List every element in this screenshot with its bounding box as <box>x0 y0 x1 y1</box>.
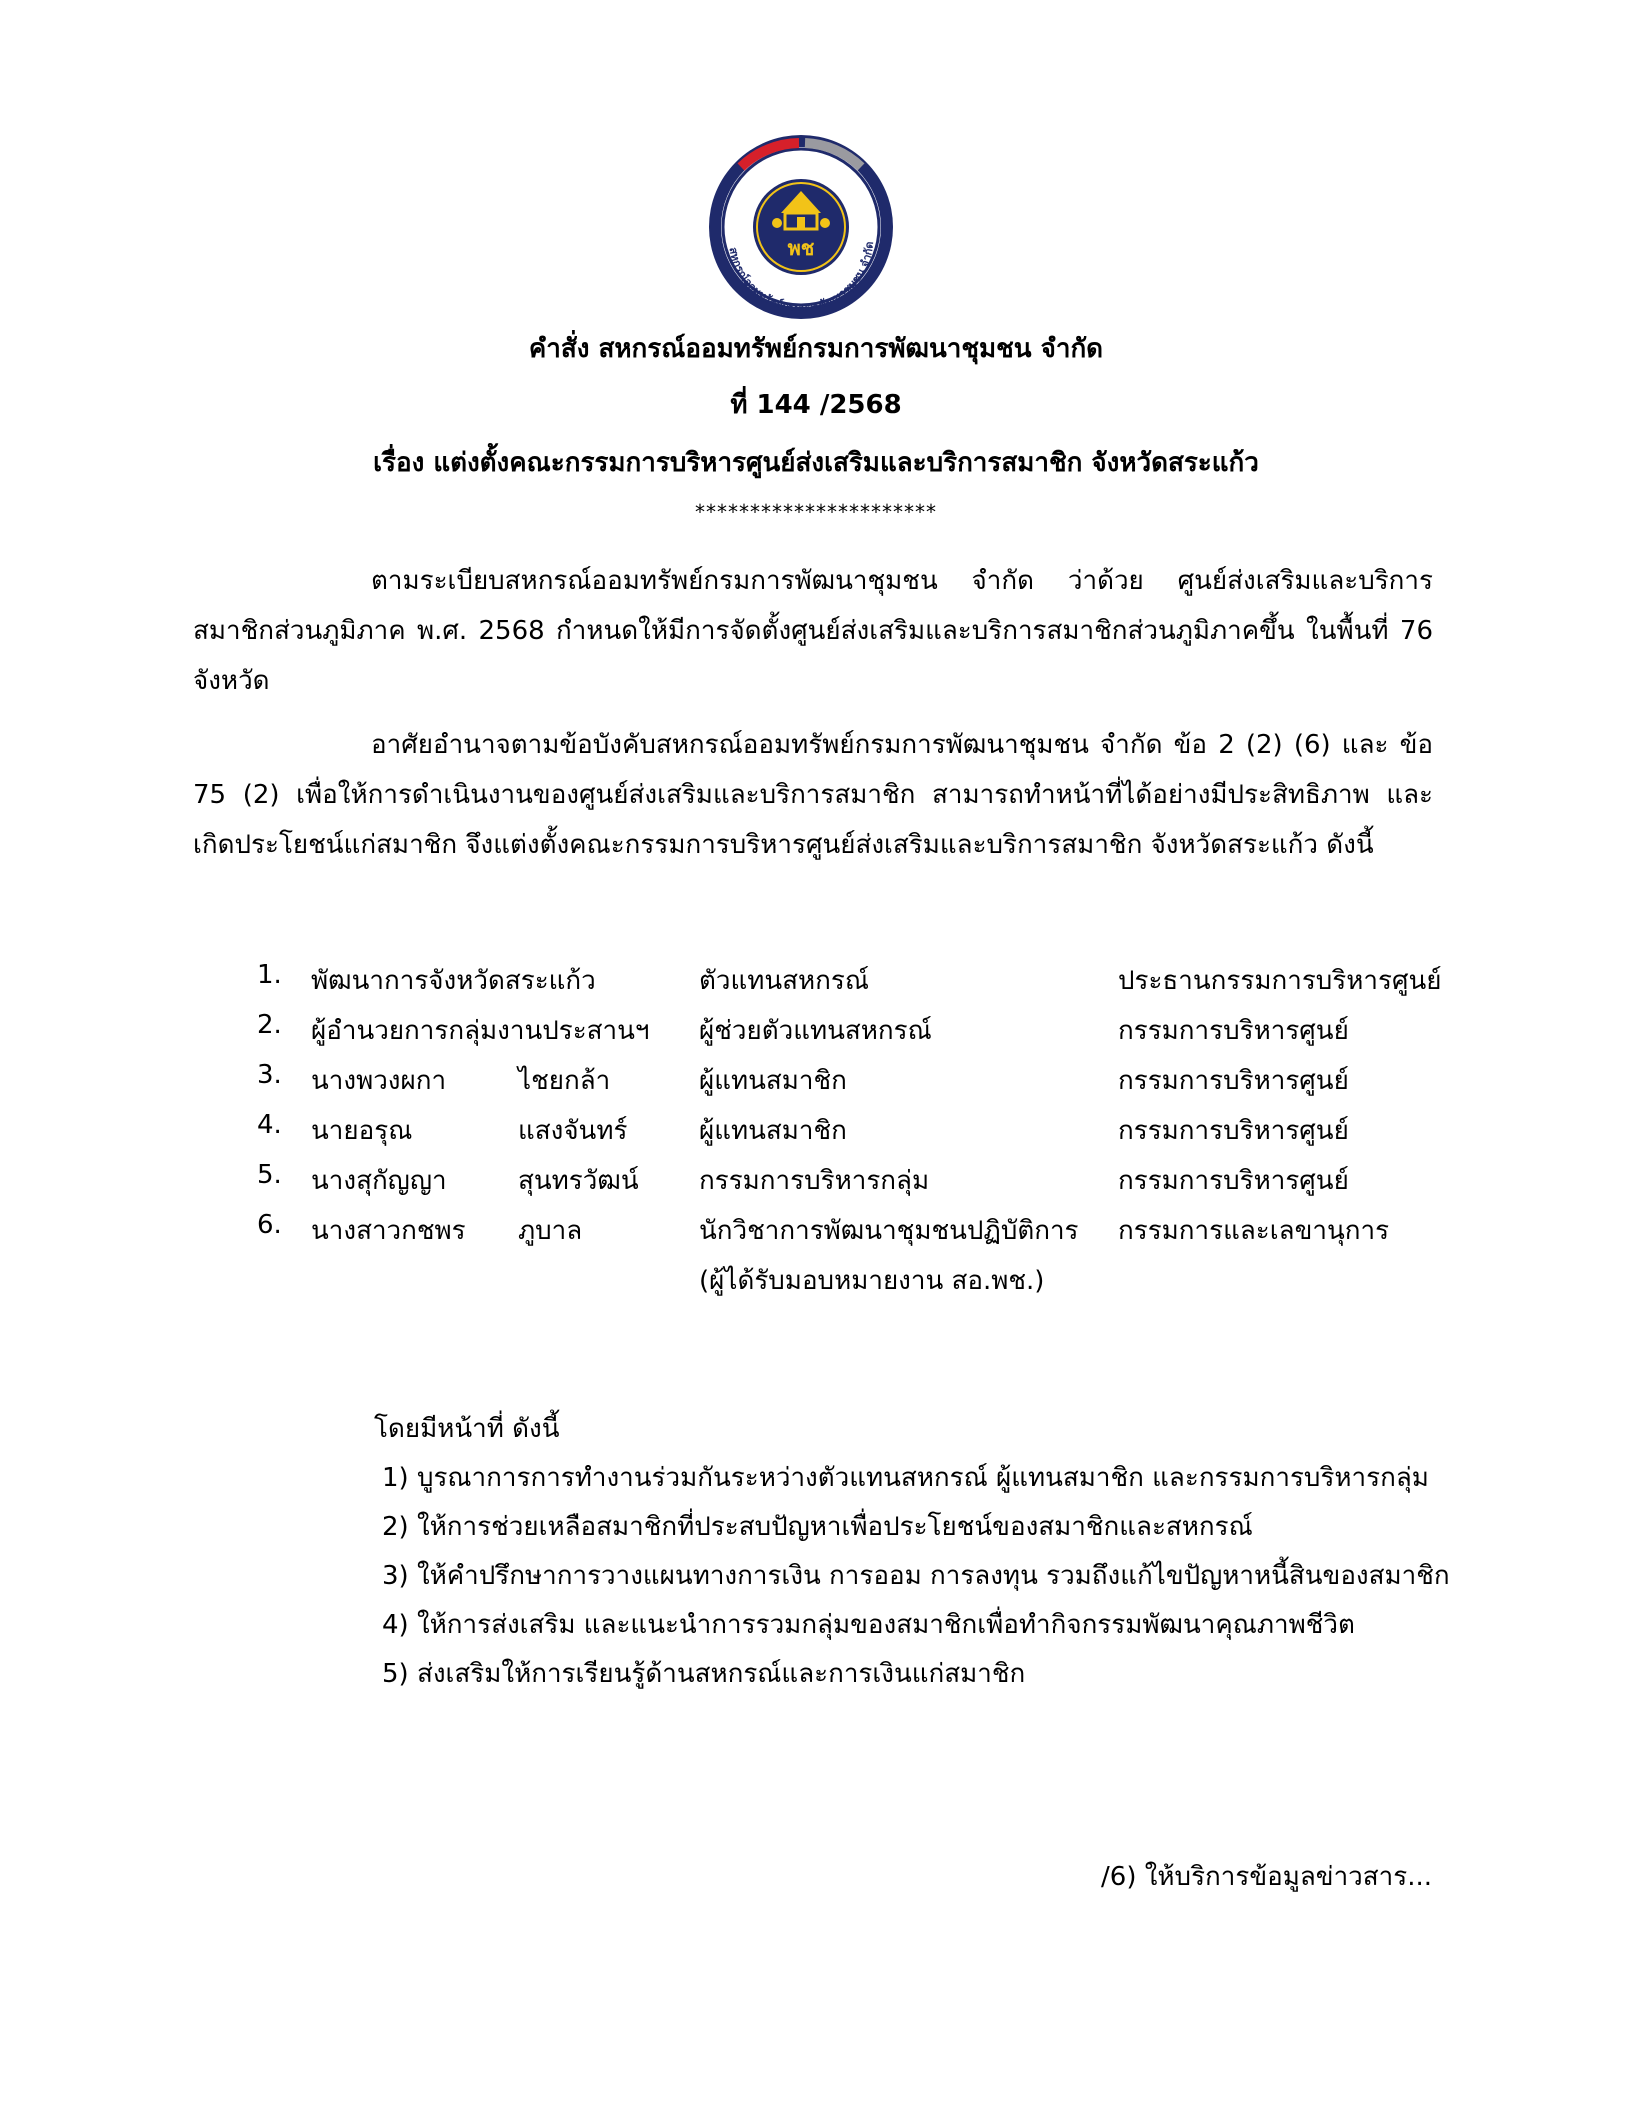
member-role: ผู้แทนสมาชิก <box>699 1066 847 1096</box>
logo-emblem-text: พช <box>787 236 815 260</box>
list-item <box>0 960 1632 1010</box>
member-name: นางพวงผกา <box>311 1066 447 1096</box>
list-item <box>0 1160 1632 1210</box>
member-name: ผู้อำนวยการกลุ่มงานประสานฯ <box>311 1016 650 1046</box>
order-title: คำสั่ง สหกรณ์ออมทรัพย์กรมการพัฒนาชุมชน จำกัด <box>528 334 1104 364</box>
list-item <box>0 1210 1632 1260</box>
paragraph-2 <box>193 720 1433 870</box>
cooperative-logo <box>681 127 921 327</box>
list-item: 2) ให้การช่วยเหลือสมาชิกที่ประสบปัญหาเพื่อประโยชน์ของสมาชิกและสหกรณ์ <box>382 1512 1253 1542</box>
member-name: นางสุกัญญา <box>311 1166 447 1196</box>
member-surname: แสงจันทร์ <box>518 1116 628 1146</box>
paragraph-1 <box>193 556 1433 706</box>
member-6-note-row <box>0 1260 1632 1310</box>
member-name: พัฒนาการจังหวัดสระแก้ว <box>311 966 596 996</box>
separator-line: ********************** <box>695 500 937 524</box>
member-surname: ภูบาล <box>518 1216 583 1246</box>
list-item: 4) ให้การส่งเสริม และแนะนำการรวมกลุ่มของสมาชิกเพื่อทำกิจกรรมพัฒนาคุณภาพชีวิต <box>382 1610 1355 1640</box>
logo-seal-icon <box>681 127 921 327</box>
member-role: ผู้ช่วยตัวแทนสหกรณ์ <box>699 1016 932 1046</box>
member-number: 6. <box>257 1210 282 1240</box>
paragraph-2-text: อาศัยอำนาจตามข้อบังคับสหกรณ์ออมทรัพย์กรมการพัฒนาชุมชน จำกัด ข้อ 2 (2) (6) และ ข้อ 75 (2) เพื่อให้การดำเนินงานของศูนย์ส่งเสริมและบริการสมาชิก สามารถทำหน้าที่ได้อย่างมีประสิทธิภาพ และเกิดประโยชน์แก่สมาชิก จึงแต่งตั้งคณะกรรมการบริหารศูนย์ส่งเสริมและบริการสมาชิก จังหวัดสระแก้ว ดังนี้ <box>193 730 1433 860</box>
member-role: กรรมการบริหารกลุ่ม <box>699 1166 930 1196</box>
member-6-note: (ผู้ได้รับมอบหมายงาน สอ.พช.) <box>699 1266 1045 1296</box>
member-surname: ไชยกล้า <box>518 1066 611 1096</box>
member-number: 2. <box>257 1010 282 1040</box>
member-name: นายอรุณ <box>311 1116 413 1146</box>
duties-list <box>382 1457 1450 1702</box>
member-position: กรรมการบริหารศูนย์ <box>1118 1166 1349 1196</box>
member-role: นักวิชาการพัฒนาชุมชนปฏิบัติการ <box>699 1216 1079 1246</box>
member-position: กรรมการและเลขานุการ <box>1118 1216 1390 1246</box>
member-position: กรรมการบริหารศูนย์ <box>1118 1016 1349 1046</box>
continuation-note: /6) ให้บริการข้อมูลข่าวสาร... <box>1101 1862 1432 1892</box>
member-role: ตัวแทนสหกรณ์ <box>699 966 869 996</box>
member-list <box>0 960 1632 1310</box>
duties-heading: โดยมีหน้าที่ ดังนี้ <box>374 1414 560 1444</box>
member-number: 4. <box>257 1110 282 1140</box>
logo-ring-text: สหกรณ์ออมทรัพย์กรมการพัฒนาชุมชน จำกัด <box>726 241 877 315</box>
member-position: กรรมการบริหารศูนย์ <box>1118 1116 1349 1146</box>
list-item <box>0 1060 1632 1110</box>
member-role: ผู้แทนสมาชิก <box>699 1116 847 1146</box>
member-number: 3. <box>257 1060 282 1090</box>
member-position: กรรมการบริหารศูนย์ <box>1118 1066 1349 1096</box>
member-name: นางสาวกชพร <box>311 1216 466 1246</box>
order-number: ที่ 144 /2568 <box>730 390 902 420</box>
list-item <box>0 1010 1632 1060</box>
list-item: 3) ให้คำปรึกษาการวางแผนทางการเงิน การออม การลงทุน รวมถึงแก้ไขปัญหาหนี้สินของสมาชิก <box>382 1561 1450 1591</box>
list-item: 1) บูรณาการการทำงานร่วมกันระหว่างตัวแทนสหกรณ์ ผู้แทนสมาชิก และกรรมการบริหารกลุ่ม <box>382 1463 1429 1493</box>
list-item: 5) ส่งเสริมให้การเรียนรู้ด้านสหกรณ์และการเงินแก่สมาชิก <box>382 1659 1026 1689</box>
member-number: 5. <box>257 1160 282 1190</box>
member-surname: สุนทรวัฒน์ <box>518 1166 639 1196</box>
member-number: 1. <box>257 960 282 990</box>
list-item <box>0 1110 1632 1160</box>
paragraph-1-text: ตามระเบียบสหกรณ์ออมทรัพย์กรมการพัฒนาชุมชน จำกัด ว่าด้วย ศูนย์ส่งเสริมและบริการสมาชิกส่วนภูมิภาค พ.ศ. 2568 กำหนดให้มีการจัดตั้งศูนย์ส่งเสริมและบริการสมาชิกส่วนภูมิภาคขึ้น ในพื้นที่ 76 จังหวัด <box>193 566 1433 696</box>
order-subject: เรื่อง แต่งตั้งคณะกรรมการบริหารศูนย์ส่งเสริมและบริการสมาชิก จังหวัดสระแก้ว <box>373 448 1259 478</box>
member-position: ประธานกรรมการบริหารศูนย์ <box>1118 966 1442 996</box>
